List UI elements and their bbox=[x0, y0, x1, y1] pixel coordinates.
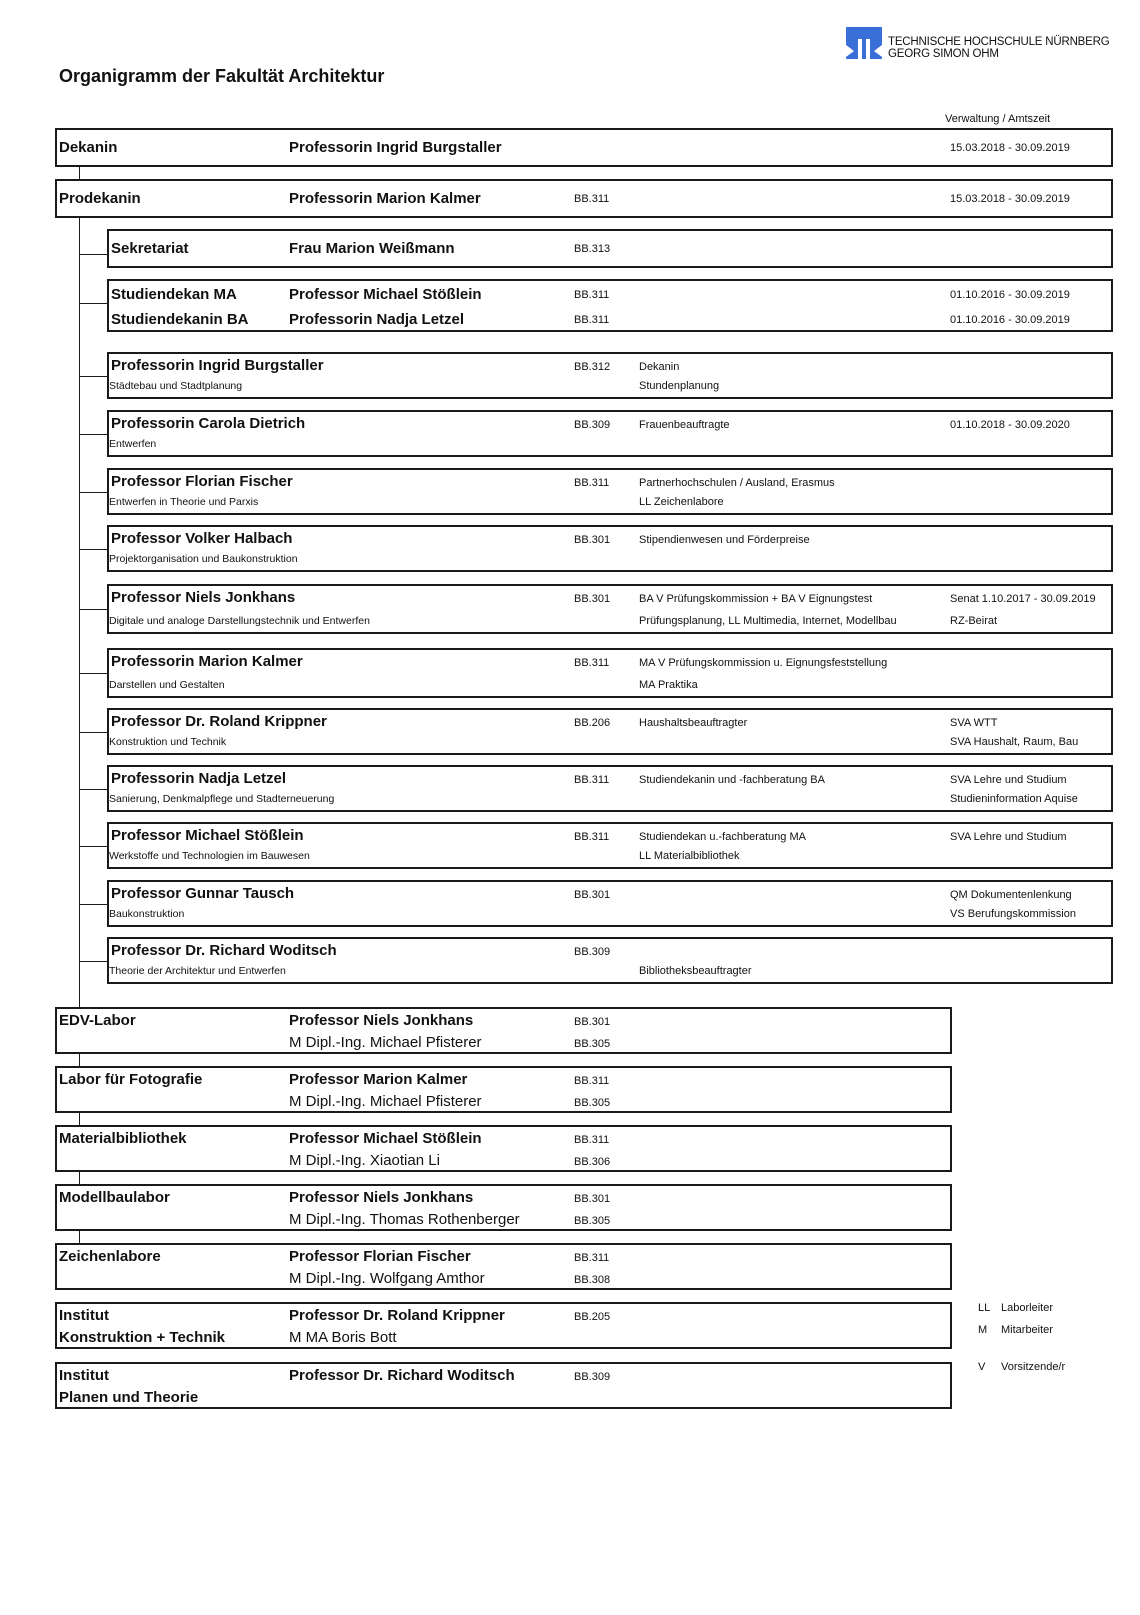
staff-room: BB.305 bbox=[574, 1215, 611, 1227]
lab-lead: Professor Niels Jonkhans bbox=[289, 1012, 474, 1029]
professor-subject: Digitale und analoge Darstellungstechnik und Entwerfen bbox=[109, 615, 370, 627]
room-number: BB.311 bbox=[574, 831, 610, 843]
person-name: Professorin Nadja Letzel bbox=[289, 311, 465, 328]
professor-name: Professor Niels Jonkhans bbox=[111, 589, 296, 606]
lab-box bbox=[55, 1066, 952, 1113]
duty-line-1: BA V Prüfungskommission + BA V Eignungstest bbox=[639, 593, 873, 605]
professor-subject: Baukonstruktion bbox=[109, 908, 185, 920]
room-number: BB.311 bbox=[574, 477, 610, 489]
professor-box bbox=[107, 352, 1113, 399]
staff-room: BB.308 bbox=[574, 1274, 611, 1286]
prodekanin-box bbox=[55, 179, 1113, 218]
professor-name: Professorin Ingrid Burgstaller bbox=[111, 357, 324, 374]
professor-box bbox=[107, 525, 1113, 572]
room-number: BB.311 bbox=[574, 314, 610, 326]
lead-room: BB.311 bbox=[574, 1075, 610, 1087]
room-number: BB.301 bbox=[574, 889, 611, 901]
duty-line-1: Haushaltsbeauftragter bbox=[639, 717, 748, 729]
professor-subject: Entwerfen bbox=[109, 438, 157, 450]
room-number: BB.311 bbox=[574, 289, 610, 301]
term-dates: 01.10.2016 - 30.09.2019 bbox=[950, 289, 1070, 301]
room-number: BB.206 bbox=[574, 717, 611, 729]
logo-line-2: GEORG SIMON OHM bbox=[888, 48, 999, 60]
professor-subject: Sanierung, Denkmalpflege und Stadterneuerung bbox=[109, 793, 335, 805]
room-number: BB.312 bbox=[574, 361, 611, 373]
lab-lead: Professor Michael Stößlein bbox=[289, 1130, 482, 1147]
professor-name: Professor Dr. Richard Woditsch bbox=[111, 942, 337, 959]
duty-line-1: Studiendekanin und -fachberatung BA bbox=[639, 774, 825, 786]
connector-professor bbox=[79, 609, 107, 610]
professor-box bbox=[107, 765, 1113, 812]
connector-professor bbox=[79, 846, 107, 847]
lead-room: BB.205 bbox=[574, 1311, 611, 1323]
connector-professor bbox=[79, 673, 107, 674]
room-number: BB.311 bbox=[574, 657, 610, 669]
professor-box bbox=[107, 880, 1113, 927]
person-name: Professor Michael Stößlein bbox=[289, 286, 482, 303]
page-title: Organigramm der Fakultät Architektur bbox=[59, 66, 385, 86]
professor-box bbox=[107, 708, 1113, 755]
role-label: Sekretariat bbox=[111, 240, 189, 257]
room-number: BB.311 bbox=[574, 193, 610, 205]
person-name: Professorin Marion Kalmer bbox=[289, 190, 481, 207]
legend-meaning: Mitarbeiter bbox=[1001, 1324, 1053, 1336]
lab-box bbox=[55, 1007, 952, 1054]
professor-name: Professor Volker Halbach bbox=[111, 530, 293, 547]
duty-line-1: Partnerhochschulen / Ausland, Erasmus bbox=[639, 477, 835, 489]
admin-line-1: QM Dokumentenlenkung bbox=[950, 889, 1072, 901]
staff-room: BB.305 bbox=[574, 1038, 611, 1050]
duty-line-1: Frauenbeauftragte bbox=[639, 419, 730, 431]
studiendekane-box bbox=[107, 279, 1113, 332]
lab-lead: Professor Florian Fischer bbox=[289, 1248, 471, 1265]
admin-line-1: SVA WTT bbox=[950, 717, 998, 729]
professor-subject: Theorie der Architektur und Entwerfen bbox=[109, 965, 286, 977]
unit-name-line-2: Planen und Theorie bbox=[59, 1389, 199, 1406]
legend-abbr: LL bbox=[978, 1302, 991, 1314]
dekanin-box bbox=[55, 128, 1113, 167]
lead-room: BB.311 bbox=[574, 1134, 610, 1146]
term-dates: 01.10.2016 - 30.09.2019 bbox=[950, 314, 1070, 326]
connector-studydeans bbox=[79, 303, 107, 304]
room-number: BB.311 bbox=[574, 774, 610, 786]
professor-name: Professor Dr. Roland Krippner bbox=[111, 713, 327, 730]
admin-line-1: SVA Lehre und Studium bbox=[950, 774, 1067, 786]
admin-line-2: SVA Haushalt, Raum, Bau bbox=[950, 736, 1079, 748]
lab-staff: M Dipl.-Ing. Michael Pfisterer bbox=[289, 1093, 482, 1110]
professor-subject: Städtebau und Stadtplanung bbox=[109, 380, 243, 392]
admin-line-1: SVA Lehre und Studium bbox=[950, 831, 1067, 843]
role-label: Studiendekanin BA bbox=[111, 311, 249, 328]
lab-box bbox=[55, 1243, 952, 1290]
professor-box bbox=[107, 468, 1113, 515]
unit-name-line-1: Modellbaulabor bbox=[59, 1189, 170, 1206]
professor-box bbox=[107, 937, 1113, 984]
professor-subject: Konstruktion und Technik bbox=[109, 736, 227, 748]
unit-name-line-1: Materialbibliothek bbox=[59, 1130, 187, 1147]
room-number: BB.301 bbox=[574, 593, 611, 605]
admin-line-2: RZ-Beirat bbox=[950, 615, 998, 627]
lab-lead: Professor Niels Jonkhans bbox=[289, 1189, 474, 1206]
term-dates: 15.03.2018 - 30.09.2019 bbox=[950, 142, 1070, 154]
unit-name-line-1: Labor für Fotografie bbox=[59, 1071, 203, 1088]
column-heading-admin-term: Verwaltung / Amtszeit bbox=[945, 113, 1051, 125]
duty-line-2: Bibliotheksbeauftragter bbox=[639, 965, 752, 977]
connector-professor bbox=[79, 549, 107, 550]
duty-line-1: Stipendienwesen und Förderpreise bbox=[639, 534, 810, 546]
room-number: BB.313 bbox=[574, 243, 611, 255]
connector-professor bbox=[79, 789, 107, 790]
professor-subject: Entwerfen in Theorie und Parxis bbox=[109, 496, 259, 508]
professor-box bbox=[107, 410, 1113, 457]
professor-subject: Darstellen und Gestalten bbox=[109, 679, 225, 691]
unit-name-line-1: Institut bbox=[59, 1307, 109, 1324]
admin-line-2: VS Berufungskommission bbox=[950, 908, 1076, 920]
connector-professor bbox=[79, 904, 107, 905]
staff-room: BB.306 bbox=[574, 1156, 611, 1168]
connector-main-trunk bbox=[79, 218, 80, 1010]
university-logo bbox=[846, 27, 1110, 61]
lab-box bbox=[55, 1125, 952, 1172]
lead-room: BB.301 bbox=[574, 1193, 611, 1205]
role-label: Studiendekan MA bbox=[111, 286, 237, 303]
lab-lead: Professor Marion Kalmer bbox=[289, 1071, 468, 1088]
duty-line-1: Dekanin bbox=[639, 361, 680, 373]
legend-abbr: M bbox=[978, 1324, 988, 1336]
lab-staff: M Dipl.-Ing. Xiaotian Li bbox=[289, 1152, 440, 1169]
admin-line-2: Studieninformation Aquise bbox=[950, 793, 1078, 805]
professor-name: Professorin Marion Kalmer bbox=[111, 653, 303, 670]
connector-professor bbox=[79, 492, 107, 493]
professor-name: Professorin Nadja Letzel bbox=[111, 770, 287, 787]
institute-box bbox=[55, 1362, 952, 1409]
legend-meaning: Laborleiter bbox=[1001, 1302, 1053, 1314]
professor-name: Professor Gunnar Tausch bbox=[111, 885, 295, 902]
connector-professor bbox=[79, 961, 107, 962]
admin-line-1: 01.10.2018 - 30.09.2020 bbox=[950, 419, 1070, 431]
room-number: BB.309 bbox=[574, 946, 611, 958]
connector-professor bbox=[79, 376, 107, 377]
connector-professor bbox=[79, 434, 107, 435]
lab-box bbox=[55, 1184, 952, 1231]
lead-room: BB.309 bbox=[574, 1371, 611, 1383]
professor-subject: Werkstoffe und Technologien im Bauwesen bbox=[109, 850, 310, 862]
duty-line-2: Stundenplanung bbox=[639, 380, 720, 392]
professor-name: Professorin Carola Dietrich bbox=[111, 415, 306, 432]
sekretariat-box bbox=[107, 229, 1113, 268]
lead-room: BB.301 bbox=[574, 1016, 611, 1028]
unit-name-line-1: EDV-Labor bbox=[59, 1012, 136, 1029]
logo-line-1: TECHNISCHE HOCHSCHULE NÜRNBERG bbox=[888, 36, 1110, 48]
professor-subject: Projektorganisation und Baukonstruktion bbox=[109, 553, 298, 565]
person-name: Professorin Ingrid Burgstaller bbox=[289, 139, 502, 156]
admin-line-1: Senat 1.10.2017 - 30.09.2019 bbox=[950, 593, 1096, 605]
duty-line-1: MA V Prüfungskommission u. Eignungsfeststellung bbox=[639, 657, 888, 669]
staff-room: BB.305 bbox=[574, 1097, 611, 1109]
room-number: BB.301 bbox=[574, 534, 611, 546]
professor-box bbox=[107, 822, 1113, 869]
unit-name-line-1: Zeichenlabore bbox=[59, 1248, 161, 1265]
professor-box bbox=[107, 648, 1113, 698]
connector-sekretariat bbox=[79, 254, 107, 255]
role-label: Prodekanin bbox=[59, 190, 141, 207]
institute-box bbox=[55, 1302, 952, 1349]
lab-lead: Professor Dr. Richard Woditsch bbox=[289, 1367, 515, 1384]
lab-staff: M Dipl.-Ing. Thomas Rothenberger bbox=[289, 1211, 520, 1228]
connector-professor bbox=[79, 732, 107, 733]
duty-line-2: MA Praktika bbox=[639, 679, 698, 691]
legend-abbr: V bbox=[978, 1361, 986, 1373]
th-nuernberg-logo-icon bbox=[846, 27, 882, 59]
role-label: Dekanin bbox=[59, 139, 118, 156]
lead-room: BB.311 bbox=[574, 1252, 610, 1264]
lab-staff: M MA Boris Bott bbox=[289, 1329, 397, 1346]
duty-line-2: Prüfungsplanung, LL Multimedia, Internet, Modellbau bbox=[639, 615, 897, 627]
unit-name-line-2: Konstruktion + Technik bbox=[59, 1329, 225, 1346]
duty-line-1: Studiendekan u.-fachberatung MA bbox=[639, 831, 806, 843]
room-number: BB.309 bbox=[574, 419, 611, 431]
duty-line-2: LL Zeichenlabore bbox=[639, 496, 724, 508]
lab-staff: M Dipl.-Ing. Wolfgang Amthor bbox=[289, 1270, 485, 1287]
lab-lead: Professor Dr. Roland Krippner bbox=[289, 1307, 505, 1324]
person-name: Frau Marion Weißmann bbox=[289, 240, 455, 257]
legend-meaning: Vorsitzende/r bbox=[1001, 1361, 1066, 1373]
professor-box bbox=[107, 584, 1113, 634]
professor-name: Professor Michael Stößlein bbox=[111, 827, 304, 844]
duty-line-2: LL Materialbibliothek bbox=[639, 850, 740, 862]
professor-name: Professor Florian Fischer bbox=[111, 473, 293, 490]
term-dates: 15.03.2018 - 30.09.2019 bbox=[950, 193, 1070, 205]
unit-name-line-1: Institut bbox=[59, 1367, 109, 1384]
lab-staff: M Dipl.-Ing. Michael Pfisterer bbox=[289, 1034, 482, 1051]
